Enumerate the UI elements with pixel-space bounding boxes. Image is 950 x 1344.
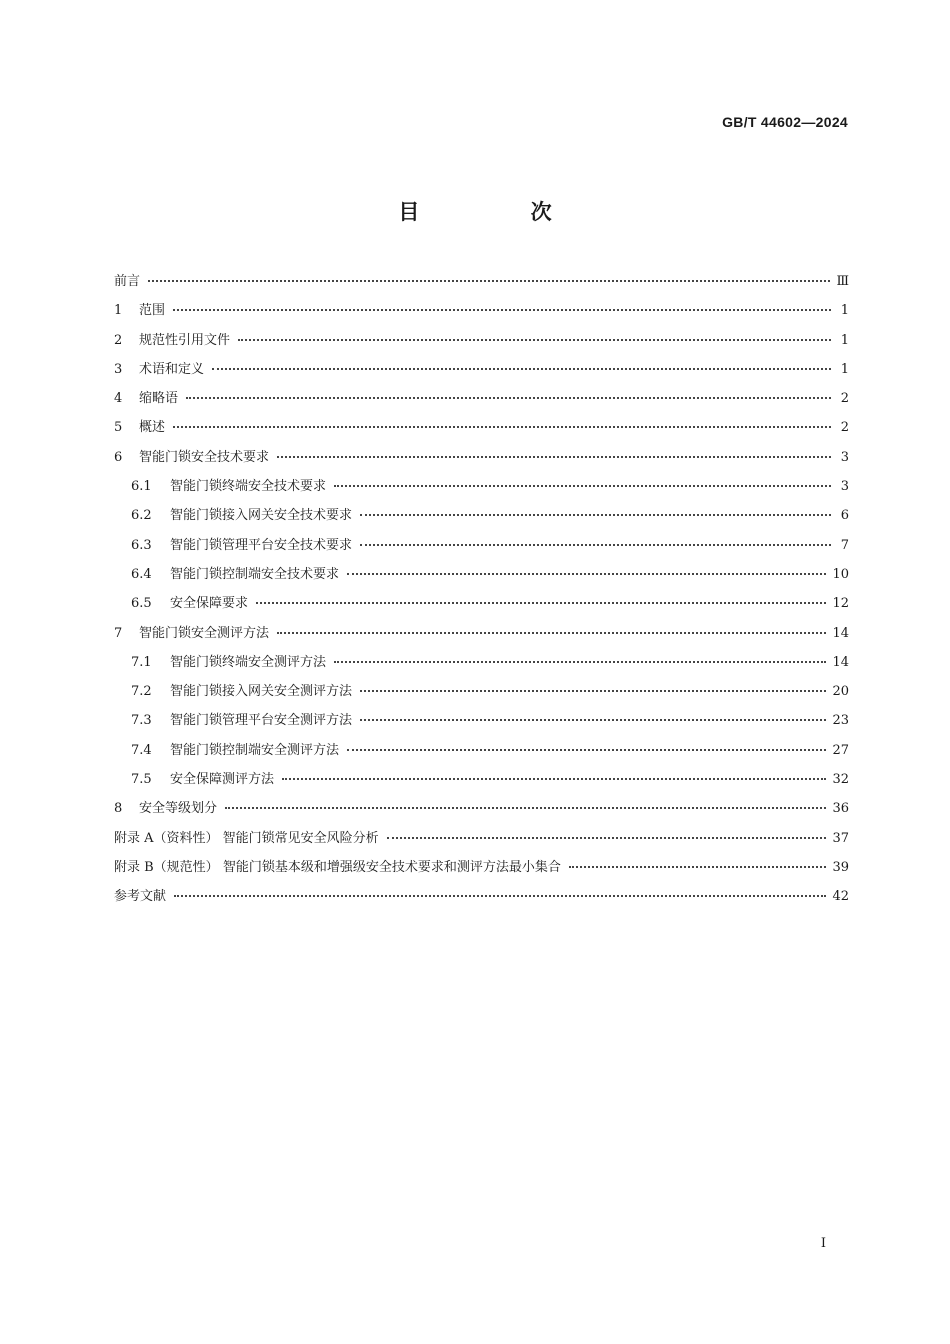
toc-entry[interactable]: [114, 856, 849, 885]
toc-entry-page: 27: [832, 742, 849, 758]
toc-entry[interactable]: [114, 622, 849, 651]
toc-entry-page: 1: [840, 361, 849, 377]
toc-entry-page: 3: [840, 449, 849, 465]
toc-entry-label: 术语和定义: [139, 361, 205, 377]
toc-title: 目 次: [398, 200, 604, 224]
toc-entry-label: 安全等级划分: [139, 801, 218, 817]
toc-entry-page: 12: [832, 596, 849, 612]
toc-entry-label: 附录 B（规范性） 智能门锁基本级和增强级安全技术要求和测评方法最小集合: [114, 859, 561, 875]
toc-entry[interactable]: [114, 563, 849, 592]
toc-leader-dots: [334, 485, 831, 487]
toc-entry-label: 智能门锁接入网关安全技术要求: [170, 508, 353, 524]
toc-entry[interactable]: [114, 534, 849, 563]
toc-entry-page: 2: [840, 391, 849, 407]
toc-entry[interactable]: [114, 416, 849, 445]
toc-entry-page: 23: [832, 713, 849, 729]
toc-entry-page: 39: [832, 859, 849, 875]
toc-entry[interactable]: [114, 680, 849, 709]
toc-entry-number: 3: [114, 361, 123, 377]
toc-entry-label: 智能门锁管理平台安全测评方法: [170, 713, 353, 729]
toc-entry-label: 智能门锁控制端安全技术要求: [170, 566, 340, 582]
toc-entry[interactable]: [114, 299, 849, 328]
toc-entry-label: 范围: [139, 303, 166, 319]
toc-leader-dots: [282, 778, 826, 780]
toc-entry[interactable]: [114, 475, 849, 504]
toc-entry[interactable]: [114, 709, 849, 738]
toc-entry[interactable]: [114, 592, 849, 621]
toc-entry-number: 6.2: [131, 508, 152, 524]
toc-entry-number: 6: [114, 449, 123, 465]
toc-entry-label: 智能门锁终端安全技术要求: [170, 479, 327, 495]
toc-leader-dots: [360, 514, 831, 516]
toc-entry[interactable]: [114, 651, 849, 680]
toc-entry-page: 1: [840, 303, 849, 319]
toc-entry-number: 6.3: [131, 537, 152, 553]
toc-entry-page: 2: [840, 420, 849, 436]
toc-leader-dots: [277, 632, 826, 634]
toc-entry-label: 安全保障要求: [170, 596, 249, 612]
toc-leader-dots: [569, 866, 827, 868]
toc-entry[interactable]: [114, 739, 849, 768]
toc-leader-dots: [173, 309, 831, 311]
toc-entry-label: 智能门锁控制端安全测评方法: [170, 742, 340, 758]
toc-leader-dots: [148, 280, 830, 282]
toc-entry-number: 7.3: [131, 713, 152, 729]
toc-entry-number: 6.5: [131, 596, 152, 612]
toc-leader-dots: [277, 456, 831, 458]
toc-entry-number: 5: [114, 420, 123, 436]
toc-entry-page: 37: [832, 830, 849, 846]
toc-entry-number: 7.4: [131, 742, 152, 758]
toc-entry-page: 3: [840, 479, 849, 495]
toc-leader-dots: [360, 690, 826, 692]
toc-entry-page: 10: [832, 566, 849, 582]
toc-leader-dots: [387, 837, 827, 839]
toc-entry-page: 1: [840, 332, 849, 348]
toc-entry-label: 安全保障测评方法: [170, 772, 275, 788]
toc-entry-number: 8: [114, 801, 123, 817]
toc-entry-number: 7.1: [131, 654, 152, 670]
standard-code: GB/T 44602—2024: [722, 114, 848, 130]
toc-entry-number: 6.4: [131, 566, 152, 582]
toc-entry-page: 36: [832, 801, 849, 817]
toc-leader-dots: [173, 426, 831, 428]
toc-entry[interactable]: [114, 768, 849, 797]
toc-entry-page: Ⅲ: [836, 274, 849, 289]
toc-entry[interactable]: [114, 270, 849, 299]
toc-entry-page: 7: [840, 537, 849, 553]
toc-leader-dots: [212, 368, 831, 370]
toc-entry-label: 缩略语: [139, 391, 179, 407]
table-of-contents: [114, 270, 849, 915]
toc-entry-page: 20: [832, 684, 849, 700]
toc-entry[interactable]: [114, 827, 849, 856]
toc-entry-page: 42: [832, 889, 849, 905]
toc-entry-number: 7.5: [131, 772, 152, 788]
toc-entry[interactable]: [114, 358, 849, 387]
toc-entry-page: 14: [832, 625, 849, 641]
toc-entry-label: 概述: [139, 420, 166, 436]
toc-leader-dots: [238, 339, 831, 341]
toc-leader-dots: [334, 661, 826, 663]
toc-entry-number: 7: [114, 625, 123, 641]
toc-leader-dots: [186, 397, 831, 399]
toc-entry-page: 14: [832, 654, 849, 670]
toc-entry[interactable]: [114, 446, 849, 475]
toc-leader-dots: [347, 749, 826, 751]
toc-leader-dots: [347, 573, 826, 575]
toc-leader-dots: [225, 807, 826, 809]
toc-entry-label: 前言: [114, 274, 141, 289]
toc-entry-label: 智能门锁管理平台安全技术要求: [170, 537, 353, 553]
toc-entry-label: 附录 A（资料性） 智能门锁常见安全风险分析: [114, 830, 379, 846]
toc-entry[interactable]: [114, 387, 849, 416]
toc-entry-number: 1: [114, 303, 123, 319]
toc-entry-page: 6: [840, 508, 849, 524]
toc-entry-number: 6.1: [131, 479, 152, 495]
toc-entry[interactable]: [114, 329, 849, 358]
toc-entry[interactable]: [114, 797, 849, 826]
toc-entry-label: 智能门锁接入网关安全测评方法: [170, 684, 353, 700]
toc-entry-number: 7.2: [131, 684, 152, 700]
toc-entry-label: 规范性引用文件: [139, 332, 231, 348]
toc-entry[interactable]: [114, 504, 849, 533]
toc-entry-label: 智能门锁终端安全测评方法: [170, 654, 327, 670]
toc-entry-label: 智能门锁安全技术要求: [139, 449, 270, 465]
toc-entry-label: 参考文献: [114, 889, 167, 905]
toc-leader-dots: [360, 719, 826, 721]
toc-entry[interactable]: [114, 885, 849, 914]
toc-entry-page: 32: [832, 772, 849, 788]
toc-leader-dots: [360, 544, 831, 546]
page-number: I: [820, 1236, 826, 1251]
toc-leader-dots: [174, 895, 826, 897]
toc-leader-dots: [256, 602, 826, 604]
toc-entry-number: 2: [114, 332, 123, 348]
toc-entry-label: 智能门锁安全测评方法: [139, 625, 270, 641]
toc-entry-number: 4: [114, 391, 123, 407]
